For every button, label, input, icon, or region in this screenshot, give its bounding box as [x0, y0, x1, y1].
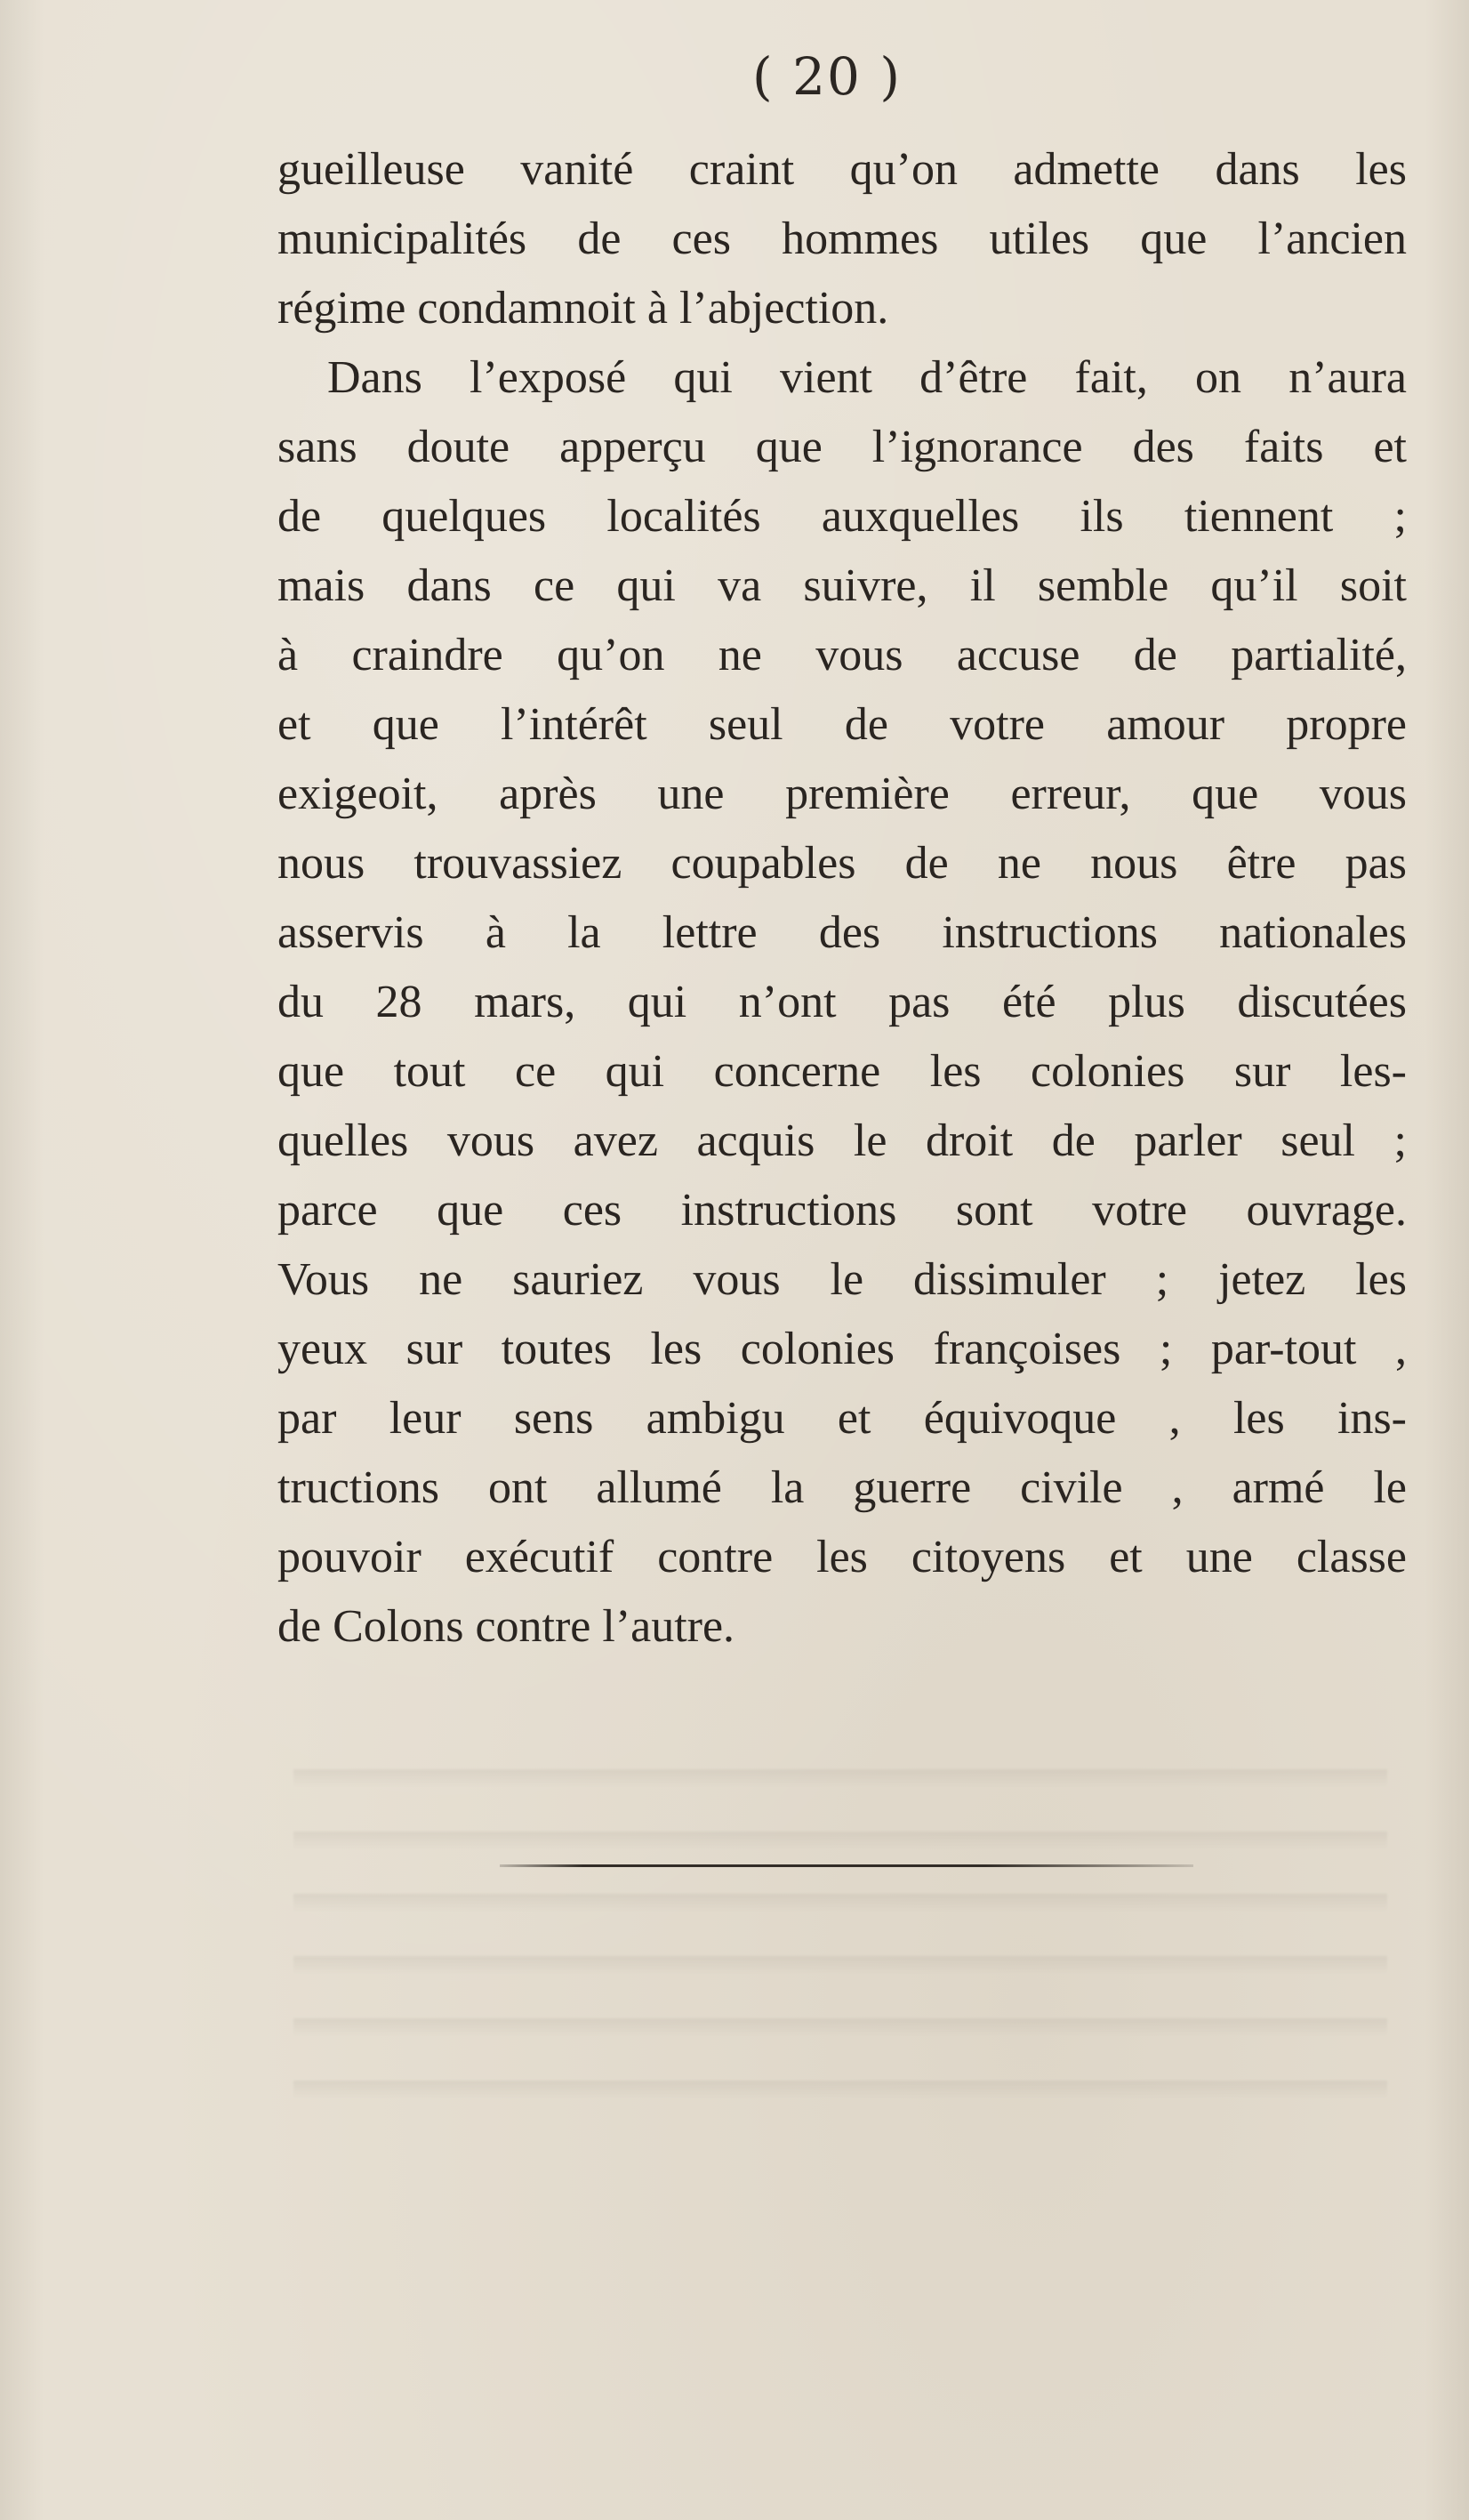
text-line: gueilleuse vanité craint qu’on admette dans les — [277, 144, 1407, 195]
text-line: de Colons contre l’autre. — [277, 1601, 735, 1652]
body-text — [277, 135, 1407, 1662]
page-number: ( 20 ) — [752, 46, 902, 107]
text-line: exigeoit, après une première erreur, que vous — [277, 769, 1407, 819]
text-line: parce que ces instructions sont votre ouvrage. — [277, 1185, 1407, 1236]
text-line: municipalités de ces hommes utiles que l’ancien — [277, 213, 1407, 264]
text-line: par leur sens ambigu et équivoque , les ins- — [277, 1393, 1407, 1444]
text-line: pouvoir exécutif contre les citoyens et une classe — [277, 1532, 1407, 1582]
text-line: yeux sur toutes les colonies françoises ; par-tout , — [277, 1324, 1407, 1374]
text-line: et que l’intérêt seul de votre amour propre — [277, 699, 1407, 750]
text-line: quelles vous avez acquis le droit de parler seul ; — [277, 1115, 1407, 1166]
text-line: de quelques localités auxquelles ils tiennent ; — [277, 491, 1407, 542]
section-divider-rule — [500, 1864, 1193, 1867]
text-line: Vous ne sauriez vous le dissimuler ; jetez les — [277, 1254, 1407, 1305]
text-line: régime condamnoit à l’abjection. — [277, 283, 889, 334]
text-line: asservis à la lettre des instructions nationales — [277, 907, 1407, 958]
text-line: du 28 mars, qui n’ont pas été plus discutées — [277, 977, 1407, 1027]
bleed-through-texture — [293, 1726, 1387, 2099]
text-line: à craindre qu’on ne vous accuse de partialité, — [277, 630, 1407, 680]
text-line: nous trouvassiez coupables de ne nous être pas — [277, 838, 1407, 889]
text-line: sans doute apperçu que l’ignorance des faits et — [277, 422, 1407, 472]
text-line: mais dans ce qui va suivre, il semble qu’il soit — [277, 560, 1407, 611]
text-line: que tout ce qui concerne les colonies sur les- — [277, 1046, 1407, 1097]
text-line: Dans l’exposé qui vient d’être fait, on n’aura — [327, 352, 1407, 403]
text-line: tructions ont allumé la guerre civile , armé le — [277, 1462, 1407, 1513]
